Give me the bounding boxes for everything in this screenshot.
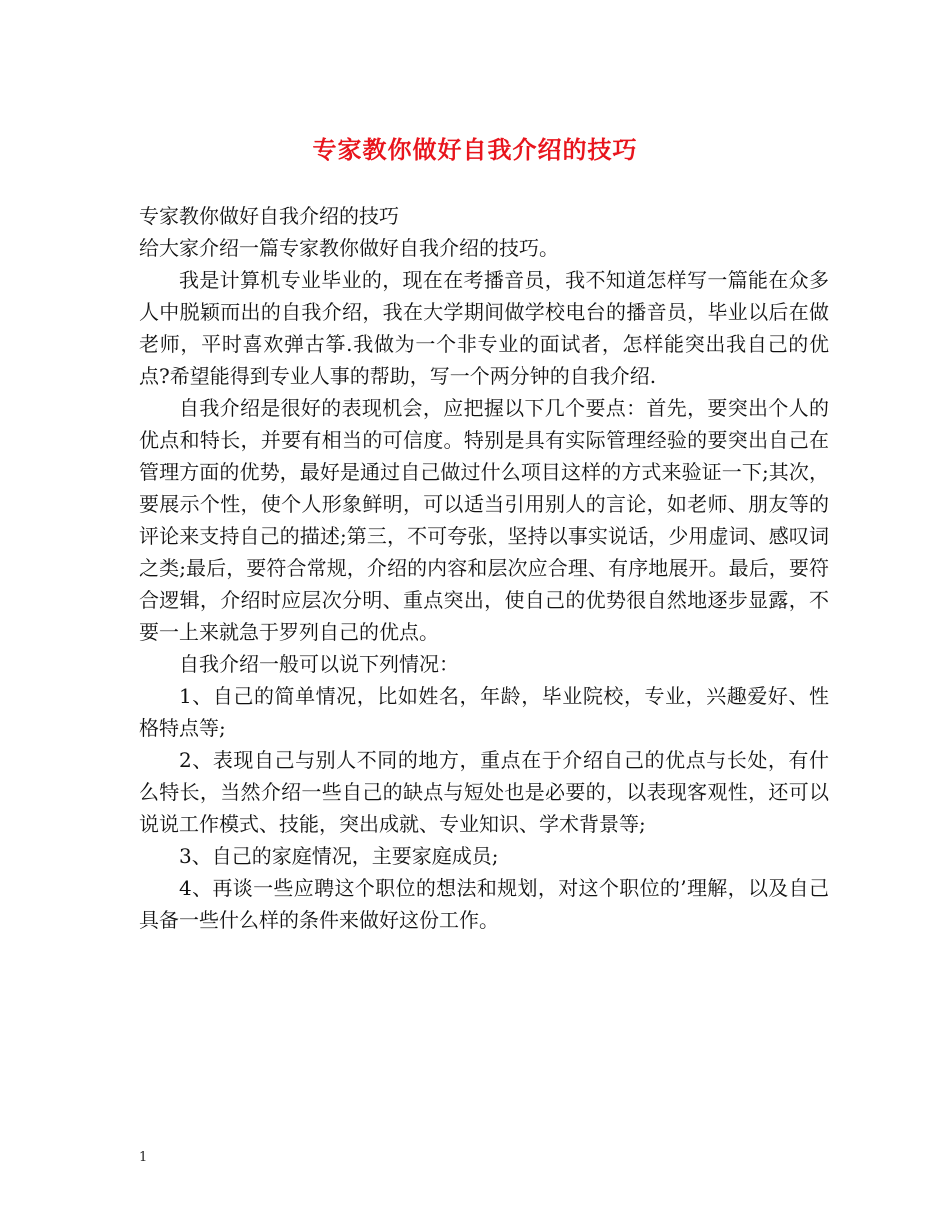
list-item: 4、再谈一些应聘这个职位的想法和规划，对这个职位的’理解，以及自己具备一些什么样的条件来做好这份工作。 <box>139 876 829 932</box>
page-number: 1 <box>139 1150 148 1165</box>
paragraph: 自我介绍一般可以说下列情况： <box>179 652 459 676</box>
list-item: 1、自己的简单情况，比如姓名，年龄，毕业院校，专业，兴趣爱好、性格特点等; <box>139 684 829 740</box>
document-title: 专家教你做好自我介绍的技巧 <box>312 135 638 164</box>
paragraph: 我是计算机专业毕业的，现在在考播音员，我不知道怎样写一篇能在众多人中脱颖而出的自我介绍，我在大学期间做学校电台的播音员，毕业以后在做老师，平时喜欢弹古筝.我做为一个非专业的面试者，怎样能突出我自己的优点?希望能得到专业人事的帮助，写一个两分钟的自我介绍. <box>139 268 829 388</box>
document-subtitle: 专家教你做好自我介绍的技巧 <box>139 204 399 228</box>
list-item: 2、表现自己与别人不同的地方，重点在于介绍自己的优点与长处，有什么特长，当然介绍一些自己的缺点与短处也是必要的，以表现客观性，还可以说说工作模式、技能，突出成就、专业知识、学术背景等; <box>139 748 829 836</box>
paragraph: 自我介绍是很好的表现机会，应把握以下几个要点：首先，要突出个人的优点和特长，并要有相当的可信度。特别是具有实际管理经验的要突出自己在管理方面的优势，最好是通过自己做过什么项目这样的方式来验证一下;其次，要展示个性，使个人形象鲜明，可以适当引用别人的言论，如老师、朋友等的评论来支持自己的描述;第三，不可夸张，坚持以事实说话，少用虚词、感叹词之类;最后，要符合常规，介绍的内容和层次应合理、有序地展开。最后，要符合逻辑，介绍时应层次分明、重点突出，使自己的优势很自然地逐步显露，不要一上来就急于罗列自己的优点。 <box>139 396 829 644</box>
document-intro: 给大家介绍一篇专家教你做好自我介绍的技巧。 <box>139 236 559 260</box>
document-body <box>139 200 829 936</box>
list-item: 3、自己的家庭情况，主要家庭成员; <box>179 844 499 868</box>
